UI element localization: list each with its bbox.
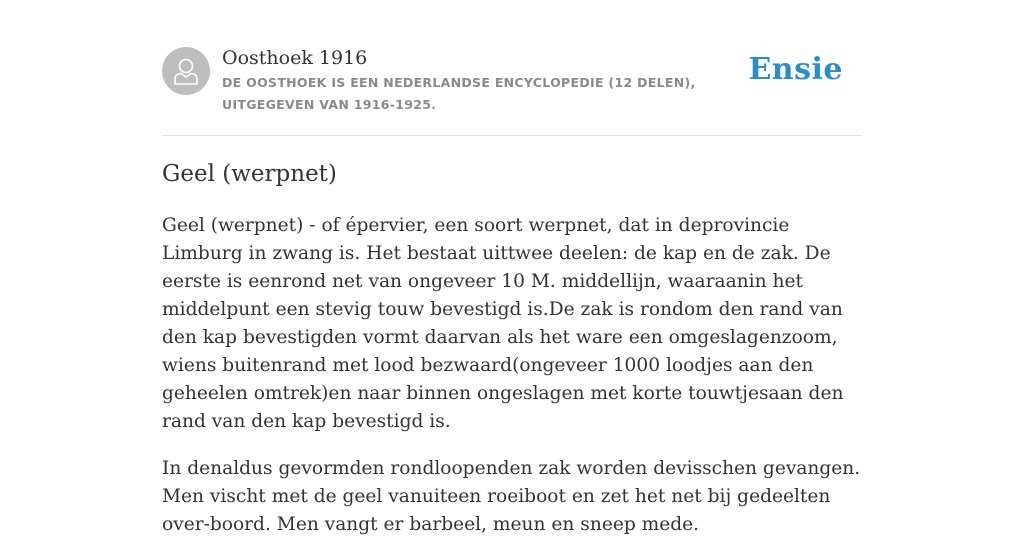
- header-divider: [162, 135, 862, 136]
- article-body: [162, 212, 862, 558]
- avatar[interactable]: [162, 47, 210, 95]
- article-paragraph: In denaldus gevormden rondloopenden zak worden devisschen gevangen. Men vischt met de geel vanuiteen roeiboot en zet het net bij gedeelten over-boord. Men vangt er barbeel, meun en sneep mede.: [162, 458, 861, 535]
- source-name[interactable]: Oosthoek 1916: [222, 47, 368, 69]
- article-paragraph: Geel (werpnet) - of épervier, een soort werpnet, dat in deprovincie Limburg in zwang is. Het bestaat uittwee deelen: de kap en de zak. De eerste is eenrond net van ongeveer 10 M. middellijn, waaraanin het middelpunt een stevig touw bevestigd is.De zak is rondom den rand van den kap bevestigden vormt daarvan als het ware een omgeslagenzoom, wiens buitenrand met lood bezwaard(ongeveer 1000 loodjes aan den geheelen omtrek)en naar binnen ongeslagen met korte touwtjesaan den rand van den kap bevestigd is.: [162, 215, 844, 432]
- source-description: DE OOSTHOEK IS EEN NEDERLANDSE ENCYCLOPEDIE (12 DELEN), UITGEGEVEN VAN 1916-1925.: [222, 75, 696, 112]
- source-header: [162, 46, 862, 136]
- article-title: Geel (werpnet): [162, 161, 337, 187]
- ensie-logo[interactable]: Ensie: [748, 52, 843, 87]
- user-icon: [172, 56, 200, 86]
